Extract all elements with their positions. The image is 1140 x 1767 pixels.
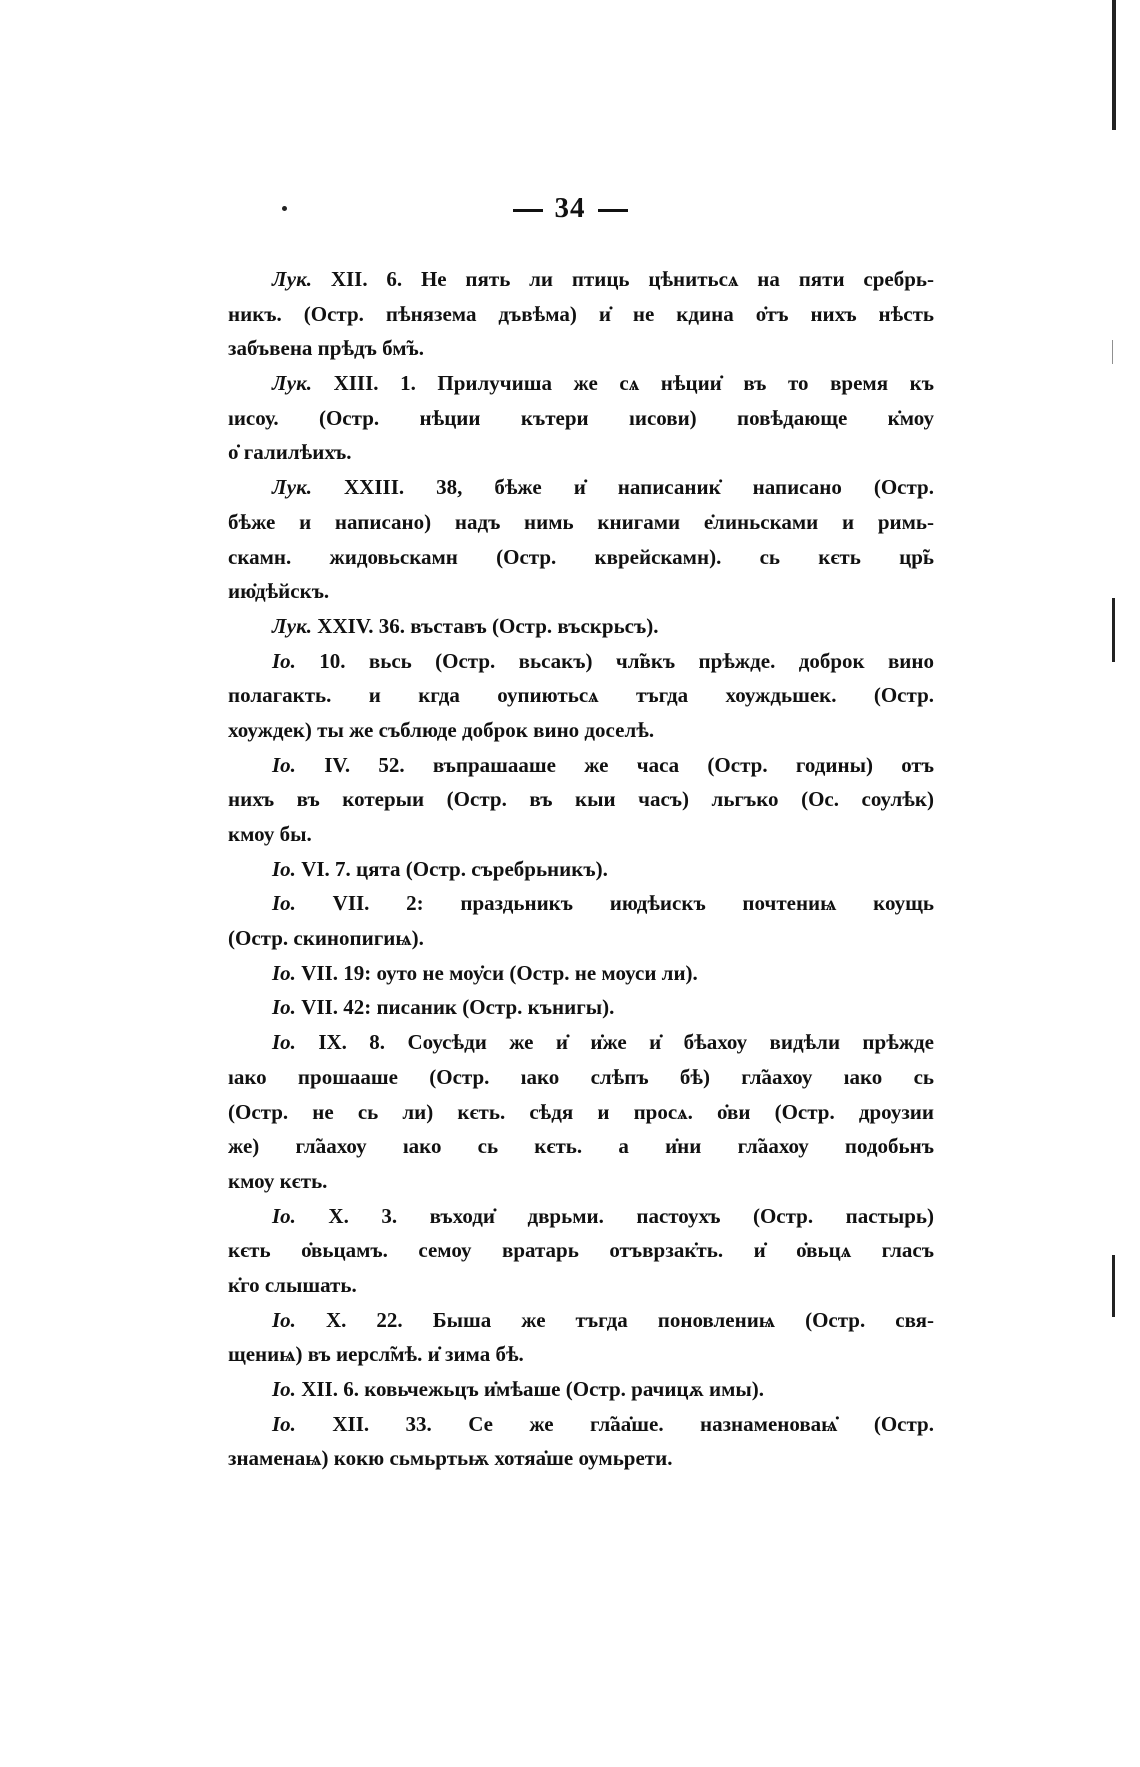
text-line (228, 713, 934, 748)
text-line (228, 1164, 934, 1199)
line-text: о̇ галилѣихъ. (228, 440, 352, 465)
line-text: полагакть. и кгда оупиютьсѧ тъгда хоуждьшек. (Остр. (228, 683, 934, 708)
text-line (228, 782, 934, 817)
line-text: XIII. 1. Прилучиша же сѧ нѣции̇ въ то время къ (312, 371, 934, 396)
line-text: XXIII. 38, бѣже и̇ написаник̇ написано (Остр. (312, 475, 934, 500)
line-text: щениѩ) въ иерсл̃мѣ. и̇ зима бѣ. (228, 1342, 524, 1367)
text-line (228, 1337, 934, 1372)
text-line (228, 990, 934, 1025)
text-line (228, 262, 934, 297)
text-line (228, 401, 934, 436)
text-line (228, 574, 934, 609)
line-text: XII. 6. Не пять ли птиць цѣнитьсѧ на пяти сребрь- (312, 267, 934, 291)
text-line (228, 1303, 934, 1338)
text-line (228, 1199, 934, 1234)
verse-reference: Іо. (272, 1030, 296, 1055)
verse-reference: Іо. (272, 891, 296, 916)
text-line (228, 1233, 934, 1268)
verse-reference: Лук. (272, 613, 313, 638)
line-text: скамн. жидовьскамн (Остр. кврейскамн). сь кєть цр̃ь (228, 544, 934, 569)
line-text: ию̇дѣйскъ. (228, 579, 330, 604)
text-line (228, 366, 934, 401)
line-text: X. 3. въходи̇ дврьми. пастоухъ (Остр. пастырь) (295, 1203, 934, 1228)
line-text: забъвена прѣдъ бм̃ъ. (228, 336, 425, 361)
text-line (228, 470, 934, 505)
line-text: ıисоу. (Остр. нѣции кътери ıисови) повѣдающе к̇моу (228, 405, 934, 430)
line-text: никъ. (Остр. пѣнязема дъвѣма) и̇ не кдина о̇тъ нихъ нѣсть (228, 301, 934, 326)
line-text: XII. 6. ковьчежьцъ и̇мѣаше (Остр. рачицѫ имы). (295, 1377, 765, 1401)
right-dash (598, 209, 628, 212)
text-line (228, 609, 934, 644)
text-line (228, 678, 934, 713)
line-text: XII. 33. Се же гл̃аа̇ше. назнаменоваѩ̇ (Остр. (295, 1411, 934, 1436)
line-text: VII. 2: праздьникъ июдѣискъ почтениѩ коущь (295, 891, 934, 916)
text-line (228, 435, 934, 470)
text-line (228, 921, 934, 956)
text-line (228, 748, 934, 783)
scan-edge-mark (1112, 340, 1113, 364)
line-text: хоуждек) ты же съблюде доброк вино доселѣ. (228, 717, 655, 742)
verse-reference: Іо. (272, 1377, 296, 1401)
line-text: кмоу бы. (228, 822, 312, 846)
text-line (228, 1129, 934, 1164)
verse-reference: Іо. (272, 752, 296, 777)
verse-reference: Іо. (272, 1307, 296, 1332)
verse-reference: Іо. (272, 856, 296, 881)
line-text: VII. 19: оуто не моу̇си (Остр. не моуси ли). (295, 960, 698, 985)
scan-edge-mark (1112, 0, 1116, 130)
verse-reference: Іо. (272, 995, 296, 1020)
line-text: же) гл̃аахоу ıако сь кєть. а и̇ни гл̃аахоу подобьнъ (228, 1134, 934, 1159)
text-line (228, 1407, 934, 1442)
line-text: бѣже и написано) надъ нимь книгами е̇линьсками и римь- (228, 509, 934, 534)
line-text: ıако прошааше (Остр. ıако слѣпъ бѣ) гл̃аахоу ıако сь (228, 1064, 934, 1089)
page-number: 34 (554, 192, 586, 224)
text-line (228, 852, 934, 887)
line-text: XXIV. 36. въставъ (Остр. въскрьсъ). (312, 613, 659, 638)
text-line (228, 297, 934, 332)
line-text: (Остр. скинопигиѩ). (228, 926, 424, 951)
verse-reference: Лук. (272, 371, 313, 396)
scan-edge-mark (1112, 598, 1115, 662)
line-text: 10. вьсь (Остр. вьсакъ) чл̃вкъ прѣжде. доброк вино (295, 648, 934, 673)
line-text: VII. 42: писаник (Остр. кънигы). (295, 995, 615, 1020)
scan-edge-mark (1112, 1255, 1115, 1317)
line-text: IV. 52. въпрашааше же часа (Остр. годины) отъ (295, 752, 934, 777)
line-text: к̇го слышать. (228, 1272, 357, 1297)
text-line (228, 886, 934, 921)
text-line (228, 1060, 934, 1095)
text-line (228, 540, 934, 575)
line-text: (Остр. не сь ли) кєть. сѣдя и просѧ. о̇ви (Остр. дроузии (228, 1099, 934, 1124)
line-text: кмоу кєть. (228, 1168, 328, 1193)
text-line (228, 1372, 934, 1407)
verse-reference: Іо. (272, 648, 296, 673)
text-line (228, 1441, 934, 1476)
verse-reference: Лук. (272, 267, 313, 291)
line-text: знаменаѩ) кокю сьмьртьѭ хотяа̇ше оумьрети. (228, 1446, 673, 1471)
body-text (228, 262, 934, 1476)
verse-reference: Іо. (272, 1203, 296, 1228)
text-line (228, 956, 934, 991)
verse-reference: Іо. (272, 960, 296, 985)
text-line (228, 505, 934, 540)
left-dash (513, 209, 543, 212)
verse-reference: Іо. (272, 1411, 296, 1436)
line-text: нихъ въ котерыи (Остр. въ кыи часъ) льгъко (Ос. соулѣк) (228, 787, 934, 812)
line-text: X. 22. Быша же тъгда поновлениѩ (Остр. свя- (295, 1307, 934, 1332)
text-line (228, 644, 934, 679)
text-line (228, 1025, 934, 1060)
line-text: кєть о̇вьцамъ. семоу вратарь отъврзак̇ть. и̇ о̇вьцѧ гласъ (228, 1238, 934, 1263)
verse-reference: Лук. (272, 475, 313, 500)
page-number-header (0, 192, 1140, 225)
line-text: IX. 8. Соусѣди же и̇ и̇же и̇ бѣахоу видѣли прѣжде (295, 1030, 934, 1055)
text-line (228, 1268, 934, 1303)
text-line (228, 1095, 934, 1130)
line-text: VI. 7. цята (Остр. сърeбрьникъ). (295, 856, 608, 881)
text-line (228, 817, 934, 852)
text-line (228, 331, 934, 366)
